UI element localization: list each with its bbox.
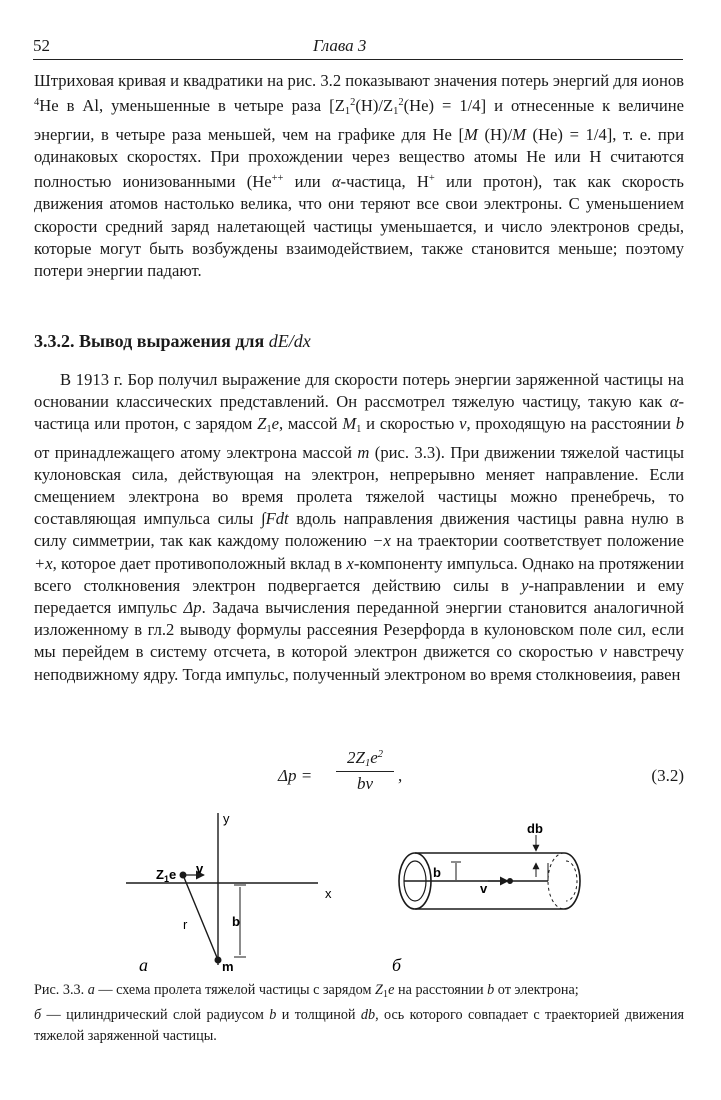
running-head bbox=[33, 33, 683, 60]
equation-3-2: Δp = $\frac{2Z_1e^2}{bv}$ , (3.2) bbox=[278, 748, 684, 793]
m-label: m bbox=[222, 959, 234, 974]
chapter-title: Глава 3 bbox=[313, 36, 367, 55]
v-label-a: v bbox=[196, 861, 204, 876]
heavy-particle bbox=[180, 872, 186, 878]
figure-caption: Рис. 3.3. а — схема пролета тяжелой частицы с зарядом $Z_1e$ на расстоянии b от электрона; б — цилиндрический слой радиусом b и толщиной db, ось которого совпадает с траекторией движения тяжелой заряженной частицы. bbox=[34, 982, 684, 1044]
equation-denominator: bv bbox=[356, 774, 374, 793]
figure-panel-b bbox=[399, 835, 580, 909]
particle-label: $Z_1e$ bbox=[156, 867, 177, 884]
figure-3-3 bbox=[0, 805, 721, 980]
section-heading: 3.3.2. Вывод выражения для dE/dx bbox=[34, 331, 311, 351]
y-axis-label: y bbox=[223, 811, 230, 826]
b-label-a: b bbox=[232, 914, 240, 929]
equation-number: (3.2) bbox=[651, 766, 684, 785]
panel-label-b: б bbox=[392, 955, 402, 975]
panel-label-a: a bbox=[139, 955, 148, 975]
b-label-b: b bbox=[433, 865, 441, 880]
electron bbox=[215, 957, 221, 963]
v-label-b: v bbox=[480, 881, 488, 896]
particle-b bbox=[508, 879, 513, 884]
r-line bbox=[183, 875, 218, 960]
db-label: db bbox=[527, 821, 543, 836]
equation-numerator: $2Z_1e^2$ bbox=[336, 748, 394, 772]
x-axis-label: x bbox=[325, 886, 332, 901]
r-label: r bbox=[183, 917, 188, 932]
equation-lhs: Δp = bbox=[278, 766, 313, 785]
figure-panel-a bbox=[126, 813, 318, 965]
page-number: 52 bbox=[33, 36, 50, 55]
equation-fraction bbox=[336, 748, 394, 794]
paragraph-energy-loss: Штриховая кривая и квадратики на рис. 3.2 показывают значения потерь энергий для ионов $^4$He в Al, уменьшенные в четыре раза $[Z_1^2(H)/Z_1^2(He) = 1/4]$ и отнесенные к величине энергии, в четыре раза меньшей, чем на графике для He [M (H)/M (He) = 1/4], т. е. при одинаковых скоростях. При прохождении через вещество атомы He или H считаются полностью ионизованными (He++ или α-частица, H+ или протон), так как скорость движения атомов настолько велика, что они теряют все свои электроны. С уменьшением скорости средний заряд налетающей частицы уменьшается, и число электронов среды, которые могут быть возбуждены взаимодействием, также становится меньше; поэтому потери энергии падают. bbox=[34, 71, 684, 281]
paragraph-bohr: В 1913 г. Бор получил выражение для скорости потерь энергии заряженной частицы на основании классических представлений. Он рассмотрел тяжелую частицу, такую как α-частица или протон, с зарядом $Z_1e$, массой $M_1$ и скоростью v, проходящую на расстоянии b от принадлежащего атому электрона массой m (рис. 3.3). При движении тяжелой частицы кулоновская сила, действующая на электрон, непрерывно меняет направление. Если смещением электрона во время пролета тяжелой частицы можно пренебречь, то составляющая импульса силы ∫Fdt вдоль направления движения частицы равна нулю в силу симметрии, так как каждому положению −x на траектории соответствует положение +x, которое дает противоположный вклад в x-компоненту импульса. Однако на протяжении всего столкновения электрон подвергается действию силы в y-направлении и ему передается импульс Δp. Задача вычисления переданной энергии становится аналогичной изложенному в гл.2 выводу формулы рассеяния Резерфорда в кулоновском поле сил, если мы перейдем в систему отсчета, в которой электрон движется со скоростью v навстречу неподвижному ядру. Тогда импульс, полученный электроном во время столкновеиия, равен bbox=[34, 370, 685, 684]
